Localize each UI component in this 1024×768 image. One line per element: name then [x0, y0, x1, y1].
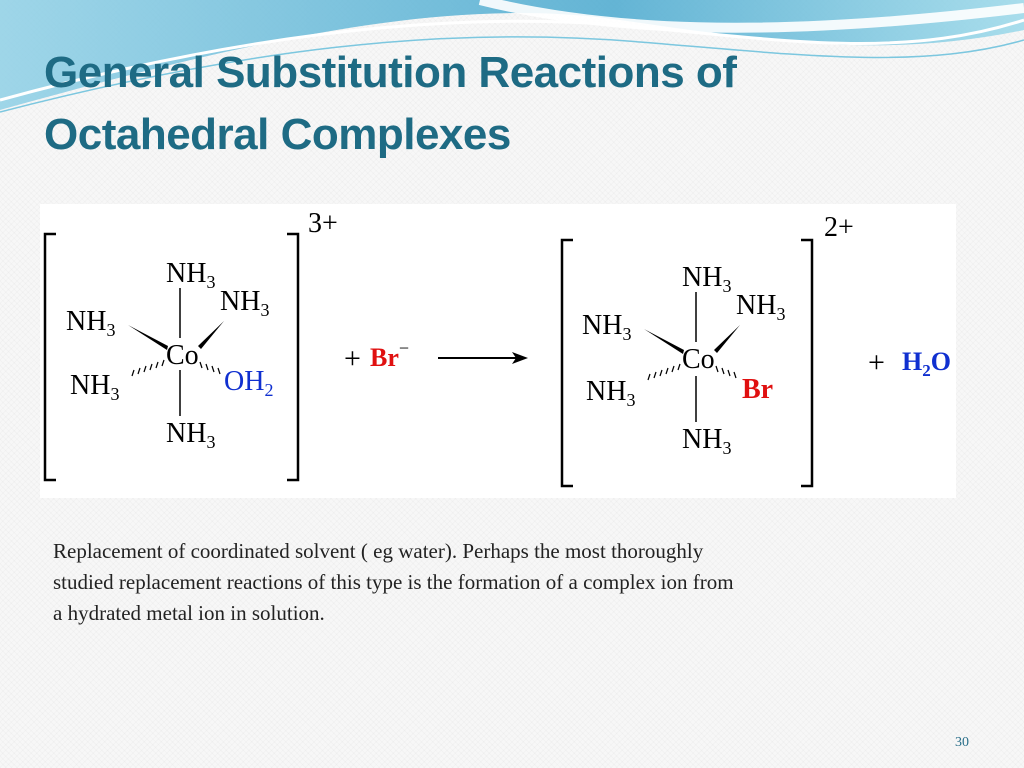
product-hash-right [716, 366, 736, 378]
reactant-hash-left [132, 360, 164, 376]
product-hash-left [648, 364, 680, 380]
released-water: $H_2O$ [902, 347, 951, 380]
product-metal: Co [682, 344, 715, 375]
incoming-bromide: Br− [370, 338, 410, 372]
product-ligand-left: $NH_3$ [582, 310, 632, 344]
product-complex [562, 212, 854, 486]
product-ligand-top: $NH_3$ [682, 262, 732, 296]
reactant-wedge-left [128, 325, 168, 350]
reactant-left-bracket [45, 234, 56, 480]
reactant-metal: Co [166, 340, 199, 371]
product-ligand-bottom: $NH_3$ [682, 424, 732, 458]
slide-title [44, 42, 944, 166]
page-number: 30 [955, 735, 969, 750]
reactant-charge: 3+ [308, 208, 338, 239]
reactant-ligand-top: $NH_3$ [166, 258, 216, 292]
title-line-1: General Substitution Reactions of [44, 48, 737, 97]
reaction-arrow [438, 352, 528, 364]
reactant-wedge-upper-right [198, 321, 224, 349]
caption-line-3: a hydrated metal ion in solution. [53, 601, 325, 625]
reactant-ligand-lower-left: $NH_3$ [70, 370, 120, 404]
product-new-ligand: Br [742, 374, 774, 405]
product-left-bracket [562, 240, 573, 486]
reaction-scheme-svg [40, 204, 956, 498]
reactant-complex [45, 208, 338, 480]
product-right-bracket [801, 240, 812, 486]
product-wedge-upper-right [714, 325, 740, 353]
reaction-diagram [40, 204, 956, 498]
caption-line-1: Replacement of coordinated solvent ( eg water). Perhaps the most thoroughly [53, 539, 704, 563]
plus-sign-2: + [868, 346, 885, 379]
product-ligand-lower-left: $NH_3$ [586, 376, 636, 410]
plus-sign-1: + [344, 342, 361, 375]
product-wedge-left [644, 329, 684, 354]
slide-caption [53, 536, 953, 629]
reactant-leaving-ligand: $OH_2$ [224, 366, 274, 400]
reactant-ligand-upper-right: $NH_3$ [220, 286, 270, 320]
reactant-right-bracket [287, 234, 298, 480]
caption-line-2: studied replacement reactions of this type is the formation of a complex ion from [53, 570, 734, 594]
reactant-hash-right [200, 362, 220, 374]
product-ligand-upper-right: $NH_3$ [736, 290, 786, 324]
reactant-ligand-left: $NH_3$ [66, 306, 116, 340]
reactant-ligand-bottom: $NH_3$ [166, 418, 216, 452]
product-charge: 2+ [824, 212, 854, 243]
title-line-2: Octahedral Complexes [44, 110, 511, 159]
